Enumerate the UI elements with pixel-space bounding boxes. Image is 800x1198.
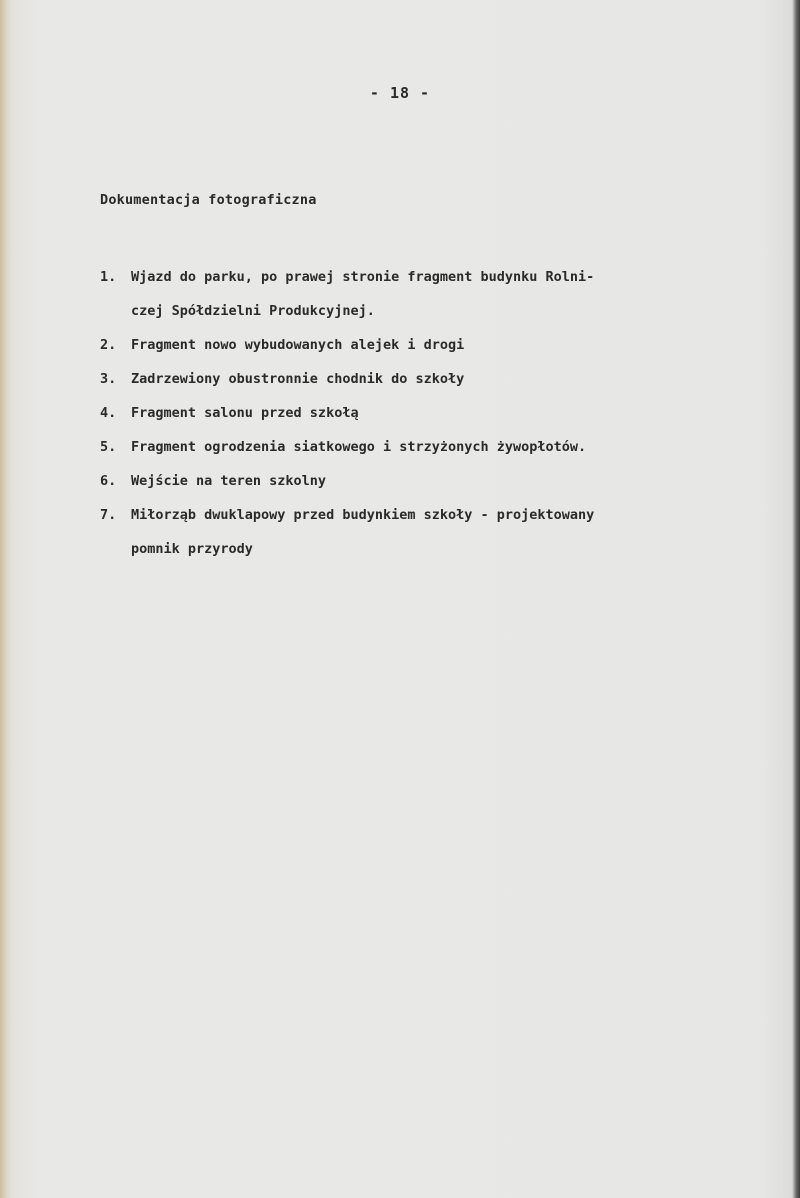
- list-item: [100, 362, 760, 396]
- item-text-line: pomnik przyrody: [131, 541, 253, 557]
- item-number: 1.: [100, 269, 117, 285]
- item-text-line: Zadrzewiony obustronnie chodnik do szkoły: [131, 371, 465, 387]
- item-number: 4.: [100, 405, 117, 421]
- item-number: 5.: [100, 439, 117, 455]
- list-item: [100, 396, 760, 430]
- item-number: 7.: [100, 507, 117, 523]
- item-text-line: Miłorząb dwuklapowy przed budynkiem szkoły - projektowany: [131, 507, 595, 523]
- page-left-edge: [0, 0, 10, 1198]
- item-number: 6.: [100, 473, 117, 489]
- list-item: [100, 498, 760, 566]
- list-item: [100, 328, 760, 362]
- item-text-line: Fragment salonu przed szkołą: [131, 405, 359, 421]
- section-heading: Dokumentacja fotograficzna: [100, 192, 317, 208]
- item-text-line: Wjazd do parku, po prawej stronie fragment budynku Rolni-: [131, 269, 595, 285]
- item-text-line: Wejście na teren szkolny: [131, 473, 327, 489]
- list-item: [100, 464, 760, 498]
- list-item: [100, 260, 760, 328]
- item-text-line: Fragment ogrodzenia siatkowego i strzyżonych żywopłotów.: [131, 439, 587, 455]
- list-item: [100, 430, 760, 464]
- item-text-line: Fragment nowo wybudowanych alejek i drogi: [131, 337, 465, 353]
- photo-list: [100, 260, 760, 566]
- page-number: - 18 -: [369, 84, 431, 102]
- item-text-line: czej Spółdzielni Produkcyjnej.: [131, 303, 375, 319]
- item-number: 2.: [100, 337, 117, 353]
- item-number: 3.: [100, 371, 117, 387]
